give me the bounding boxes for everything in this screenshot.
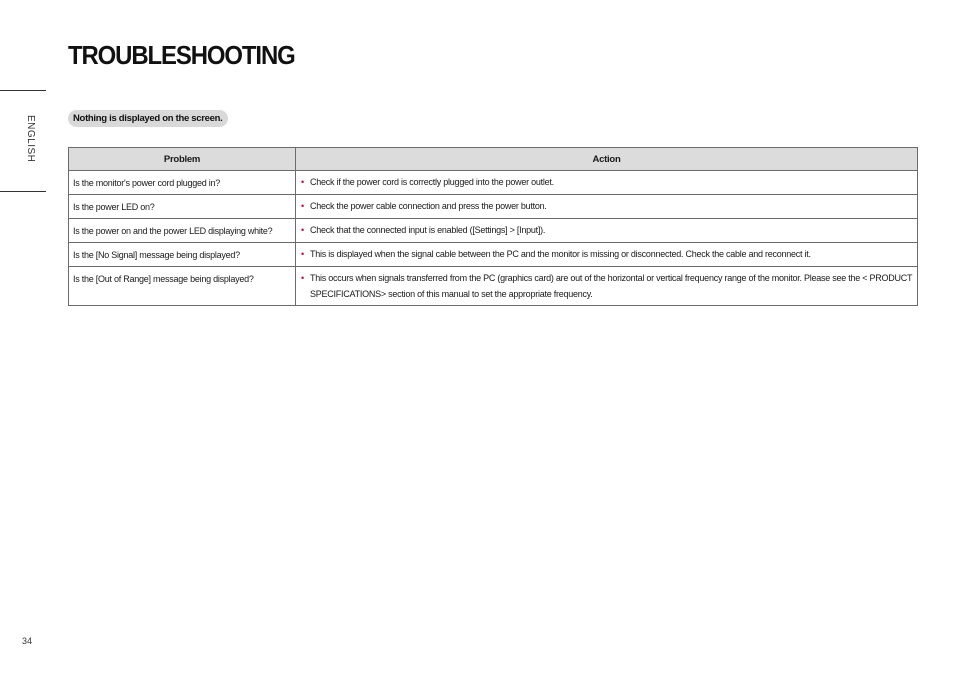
table-row [69, 195, 918, 219]
page-number: 34 [22, 636, 33, 646]
action-cell [296, 267, 918, 306]
problem-cell: Is the [Out of Range] message being displayed? [69, 267, 296, 306]
problem-column-header: Problem [69, 148, 296, 171]
bullet-icon: • [301, 273, 304, 283]
bullet-icon: • [301, 177, 304, 187]
problem-cell: Is the power on and the power LED displaying white? [69, 219, 296, 243]
action-text: This occurs when signals transferred from the PC (graphics card) are out of the horizontal or vertical frequency range of the monitor. Please see the < PRODUCT SPECIFICATIONS> section of this manual to set the appropriate frequency. [310, 273, 913, 299]
table-row [69, 267, 918, 306]
problem-cell: Is the power LED on? [69, 195, 296, 219]
bullet-icon: • [301, 201, 304, 211]
troubleshooting-table [68, 147, 918, 306]
action-column-header: Action [296, 148, 918, 171]
action-text: Check the power cable connection and press the power button. [310, 201, 547, 211]
action-text: Check that the connected input is enabled ([Settings] > [Input]). [310, 225, 546, 235]
action-text: This is displayed when the signal cable between the PC and the monitor is missing or disconnected. Check the cable and reconnect it. [310, 249, 811, 259]
action-cell [296, 243, 918, 267]
problem-cell: Is the [No Signal] message being displayed? [69, 243, 296, 267]
language-label: ENGLISH [25, 115, 36, 163]
problem-cell: Is the monitor's power cord plugged in? [69, 171, 296, 195]
section-heading: Nothing is displayed on the screen. [68, 110, 228, 127]
action-text: Check if the power cord is correctly plugged into the power outlet. [310, 177, 554, 187]
side-divider-top [0, 90, 46, 91]
action-cell [296, 195, 918, 219]
table-row [69, 243, 918, 267]
table-row [69, 171, 918, 195]
table-row [69, 219, 918, 243]
bullet-icon: • [301, 225, 304, 235]
page-title: TROUBLESHOOTING [68, 40, 295, 70]
action-cell [296, 219, 918, 243]
action-cell [296, 171, 918, 195]
table-header-row [69, 148, 918, 171]
side-divider-bottom [0, 191, 46, 192]
bullet-icon: • [301, 249, 304, 259]
